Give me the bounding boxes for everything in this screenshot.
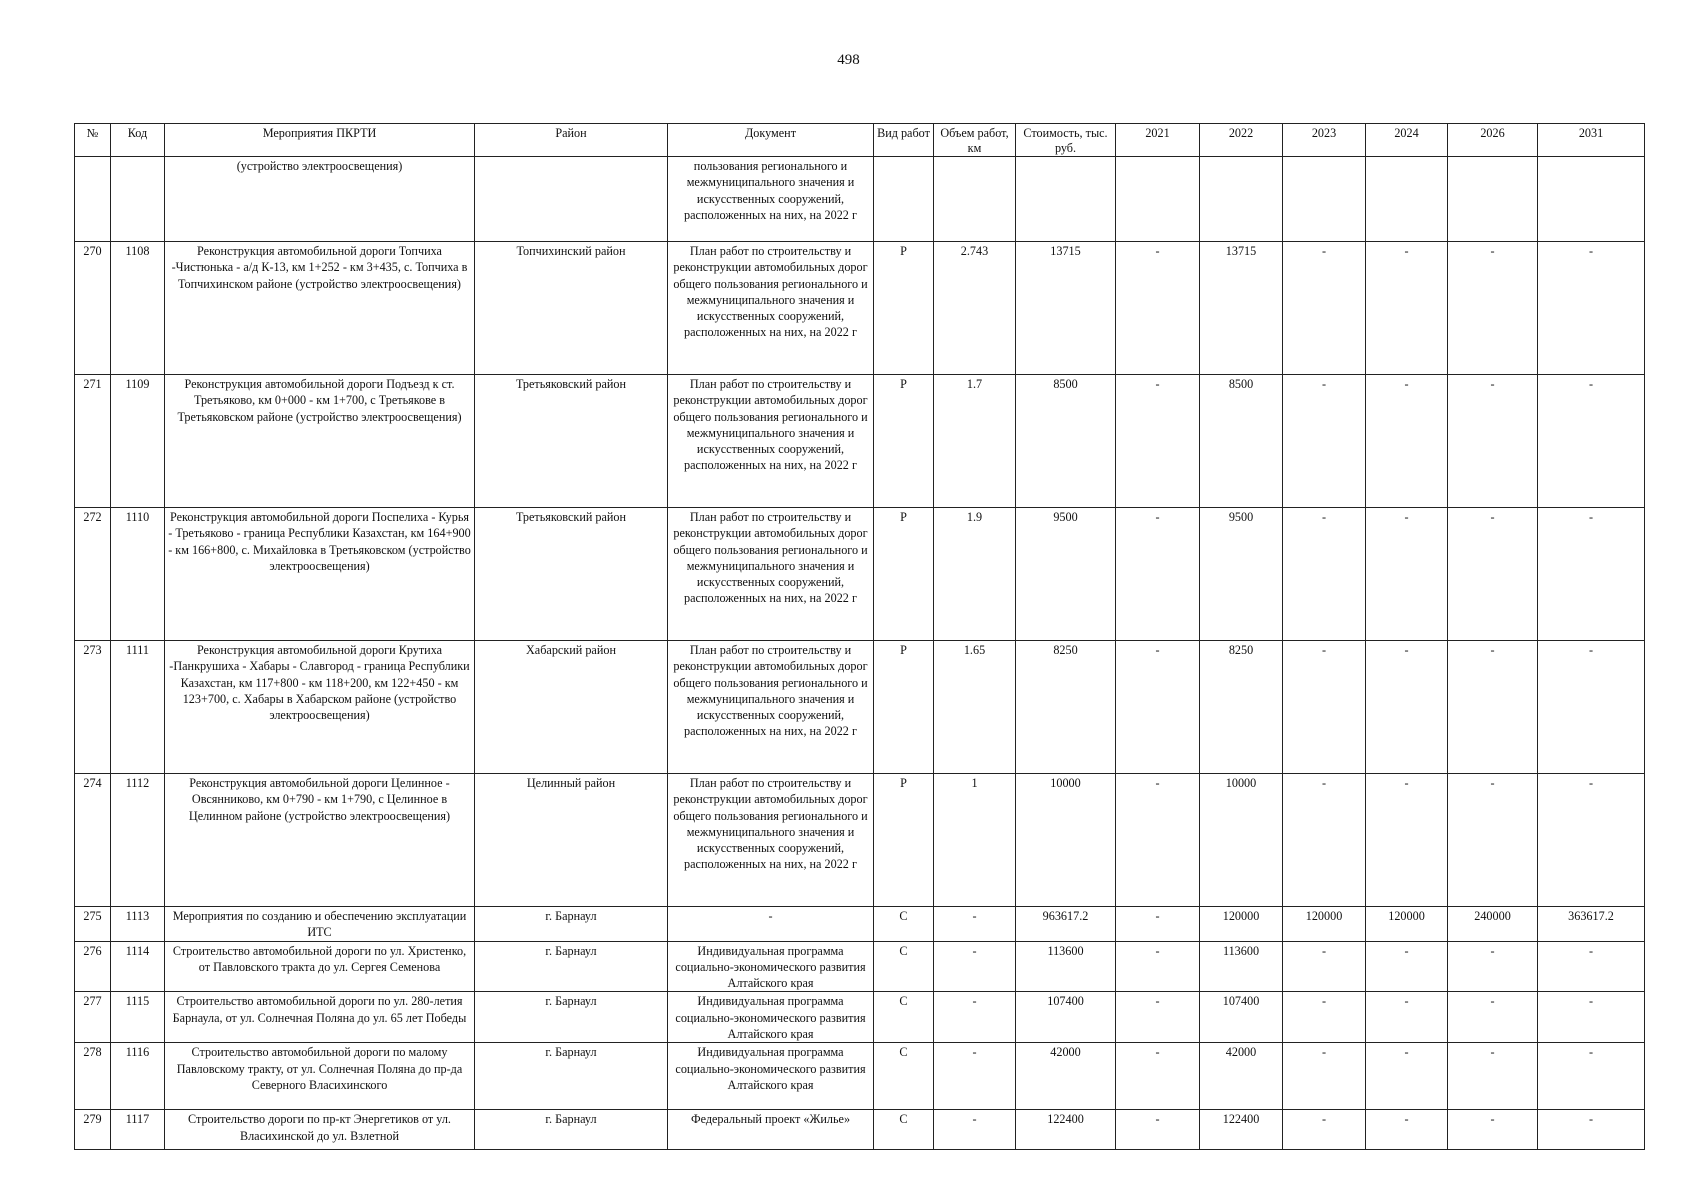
cell-2022: 9500 [1200, 508, 1283, 641]
cell-work-type: Р [874, 774, 934, 907]
cell-2021: - [1116, 992, 1200, 1043]
cell-code: 1117 [111, 1110, 165, 1150]
cell-2024: - [1366, 774, 1448, 907]
cell-2026: - [1448, 242, 1538, 375]
header-code: Код [111, 124, 165, 157]
cell-measure: Строительство автомобильной дороги по малому Павловскому тракту, от ул. Солнечная Поляна до пр-да Северного Власихинского [165, 1043, 475, 1110]
cell-2026: - [1448, 1110, 1538, 1150]
cell-2024: - [1366, 1110, 1448, 1150]
cell-measure: (устройство электроосвещения) [165, 157, 475, 242]
cell-cost: 8500 [1016, 375, 1116, 508]
cell-2023: - [1283, 641, 1366, 774]
table-header-row [75, 124, 1645, 157]
header-volume: Объем работ, км [934, 124, 1016, 157]
cell-cost: 107400 [1016, 992, 1116, 1043]
table-row [75, 641, 1645, 774]
cell-2022: 113600 [1200, 941, 1283, 992]
cell-number: 270 [75, 242, 111, 375]
cell-code: 1114 [111, 941, 165, 992]
cell-document: План работ по строительству и реконструкции автомобильных дорог общего пользования регионального и межмуниципального значения и искусственных сооружений, расположенных на них, на 2022 г [668, 242, 874, 375]
header-year-2024: 2024 [1366, 124, 1448, 157]
cell-cost: 9500 [1016, 508, 1116, 641]
cell-measure: Строительство автомобильной дороги по ул. 280-летия Барнаула, от ул. Солнечная Поляна до ул. 65 лет Победы [165, 992, 475, 1043]
cell-cost: 13715 [1016, 242, 1116, 375]
header-year-2023: 2023 [1283, 124, 1366, 157]
cell-2026 [1448, 157, 1538, 242]
cell-work-type: С [874, 1110, 934, 1150]
cell-document: План работ по строительству и реконструкции автомобильных дорог общего пользования регионального и межмуниципального значения и искусственных сооружений, расположенных на них, на 2022 г [668, 508, 874, 641]
cell-document: - [668, 907, 874, 942]
cell-work-type: С [874, 992, 934, 1043]
header-year-2031: 2031 [1538, 124, 1645, 157]
cell-2023: - [1283, 1043, 1366, 1110]
cell-cost: 963617.2 [1016, 907, 1116, 942]
table-row [75, 992, 1645, 1043]
cell-2023: - [1283, 992, 1366, 1043]
cell-number: 273 [75, 641, 111, 774]
cell-2021: - [1116, 375, 1200, 508]
cell-cost: 42000 [1016, 1043, 1116, 1110]
cell-number: 272 [75, 508, 111, 641]
cell-document: Индивидуальная программа социально-экономического развития Алтайского края [668, 1043, 874, 1110]
cell-2021: - [1116, 941, 1200, 992]
cell-code: 1110 [111, 508, 165, 641]
cell-work-type: С [874, 907, 934, 942]
cell-volume: 1.9 [934, 508, 1016, 641]
cell-2026: 240000 [1448, 907, 1538, 942]
cell-2023: - [1283, 1110, 1366, 1150]
cell-document: План работ по строительству и реконструкции автомобильных дорог общего пользования регионального и межмуниципального значения и искусственных сооружений, расположенных на них, на 2022 г [668, 774, 874, 907]
table-row [75, 242, 1645, 375]
cell-2024 [1366, 157, 1448, 242]
cell-2021: - [1116, 1110, 1200, 1150]
cell-document: Федеральный проект «Жилье» [668, 1110, 874, 1150]
cell-number: 277 [75, 992, 111, 1043]
cell-cost: 8250 [1016, 641, 1116, 774]
cell-2021: - [1116, 242, 1200, 375]
cell-cost: 10000 [1016, 774, 1116, 907]
page-number: 498 [837, 52, 860, 68]
projects-table [74, 123, 1645, 1150]
cell-measure: Строительство автомобильной дороги по ул. Христенко, от Павловского тракта до ул. Сергея Семенова [165, 941, 475, 992]
cell-2022: 122400 [1200, 1110, 1283, 1150]
cell-2031: - [1538, 641, 1645, 774]
header-measures: Мероприятия ПКРТИ [165, 124, 475, 157]
cell-measure: Реконструкция автомобильной дороги Целинное - Овсянниково, км 0+790 - км 1+790, с Целинное в Целинном районе (устройство электроосвещения) [165, 774, 475, 907]
cell-document: План работ по строительству и реконструкции автомобильных дорог общего пользования регионального и межмуниципального значения и искусственных сооружений, расположенных на них, на 2022 г [668, 375, 874, 508]
cell-2031: - [1538, 1110, 1645, 1150]
cell-district: Топчихинский район [475, 242, 668, 375]
header-year-2026: 2026 [1448, 124, 1538, 157]
cell-2024: - [1366, 375, 1448, 508]
cell-2024: - [1366, 242, 1448, 375]
cell-2026: - [1448, 375, 1538, 508]
cell-measure: Мероприятия по созданию и обеспечению эксплуатации ИТС [165, 907, 475, 942]
cell-cost: 113600 [1016, 941, 1116, 992]
cell-2024: - [1366, 641, 1448, 774]
header-work-type: Вид работ [874, 124, 934, 157]
cell-2026: - [1448, 774, 1538, 907]
cell-volume: 2.743 [934, 242, 1016, 375]
cell-2021: - [1116, 1043, 1200, 1110]
cell-cost: 122400 [1016, 1110, 1116, 1150]
cell-work-type [874, 157, 934, 242]
cell-document: пользования регионального и межмуниципального значения и искусственных сооружений, расположенных на них, на 2022 г [668, 157, 874, 242]
cell-code: 1108 [111, 242, 165, 375]
cell-code: 1113 [111, 907, 165, 942]
table-row [75, 157, 1645, 242]
cell-district: Хабарский район [475, 641, 668, 774]
cell-2022: 120000 [1200, 907, 1283, 942]
cell-volume: - [934, 1043, 1016, 1110]
cell-2026: - [1448, 508, 1538, 641]
cell-cost [1016, 157, 1116, 242]
cell-2023: - [1283, 774, 1366, 907]
cell-district: г. Барнаул [475, 992, 668, 1043]
cell-number: 271 [75, 375, 111, 508]
cell-volume: - [934, 907, 1016, 942]
cell-2031: - [1538, 941, 1645, 992]
table-row [75, 375, 1645, 508]
cell-2022: 107400 [1200, 992, 1283, 1043]
header-number: № [75, 124, 111, 157]
cell-number: 274 [75, 774, 111, 907]
cell-number [75, 157, 111, 242]
cell-district: Третьяковский район [475, 375, 668, 508]
cell-2023: - [1283, 375, 1366, 508]
cell-2026: - [1448, 641, 1538, 774]
header-year-2021: 2021 [1116, 124, 1200, 157]
cell-2022: 13715 [1200, 242, 1283, 375]
cell-2026: - [1448, 1043, 1538, 1110]
table-body [75, 157, 1645, 1150]
cell-measure: Реконструкция автомобильной дороги Подъезд к ст. Третьяково, км 0+000 - км 1+700, с Третьякове в Третьяковском районе (устройство электроосвещения) [165, 375, 475, 508]
cell-district [475, 157, 668, 242]
table-row [75, 1110, 1645, 1150]
cell-measure: Реконструкция автомобильной дороги Топчиха -Чистюнька - а/д К-13, км 1+252 - км 3+435, с. Топчиха в Топчихинском районе (устройство электроосвещения) [165, 242, 475, 375]
cell-number: 278 [75, 1043, 111, 1110]
cell-code: 1109 [111, 375, 165, 508]
cell-2024: - [1366, 941, 1448, 992]
cell-work-type: Р [874, 242, 934, 375]
cell-volume [934, 157, 1016, 242]
cell-2031: - [1538, 508, 1645, 641]
cell-measure: Реконструкция автомобильной дороги Крутиха -Панкрушиха - Хабары - Славгород - граница Республики Казахстан, км 117+800 - км 118+200, км 122+450 - км 123+700, с. Хабары в Хабарском районе (устройство электроосвещения) [165, 641, 475, 774]
header-year-2022: 2022 [1200, 124, 1283, 157]
cell-volume: - [934, 992, 1016, 1043]
cell-2031: 363617.2 [1538, 907, 1645, 942]
cell-district: Целинный район [475, 774, 668, 907]
cell-2021 [1116, 157, 1200, 242]
cell-work-type: Р [874, 641, 934, 774]
cell-2031: - [1538, 774, 1645, 907]
table-row [75, 774, 1645, 907]
cell-work-type: Р [874, 375, 934, 508]
table-row [75, 941, 1645, 992]
table-row [75, 508, 1645, 641]
cell-district: г. Барнаул [475, 941, 668, 992]
cell-district: г. Барнаул [475, 907, 668, 942]
cell-code: 1115 [111, 992, 165, 1043]
cell-2021: - [1116, 907, 1200, 942]
cell-2031: - [1538, 375, 1645, 508]
cell-work-type: С [874, 941, 934, 992]
cell-code: 1116 [111, 1043, 165, 1110]
header-cost: Стоимость, тыс. руб. [1016, 124, 1116, 157]
cell-2022 [1200, 157, 1283, 242]
cell-number: 276 [75, 941, 111, 992]
cell-number: 279 [75, 1110, 111, 1150]
cell-document: Индивидуальная программа социально-экономического развития Алтайского края [668, 941, 874, 992]
table-row [75, 1043, 1645, 1110]
cell-work-type: Р [874, 508, 934, 641]
cell-2023: - [1283, 941, 1366, 992]
cell-2031: - [1538, 242, 1645, 375]
header-district: Район [475, 124, 668, 157]
cell-2022: 8250 [1200, 641, 1283, 774]
cell-number: 275 [75, 907, 111, 942]
cell-2021: - [1116, 774, 1200, 907]
cell-2031: - [1538, 992, 1645, 1043]
cell-measure: Строительство дороги по пр-кт Энергетиков от ул. Власихинской до ул. Взлетной [165, 1110, 475, 1150]
cell-work-type: С [874, 1043, 934, 1110]
cell-code [111, 157, 165, 242]
cell-2021: - [1116, 641, 1200, 774]
cell-2023: - [1283, 508, 1366, 641]
table-row [75, 907, 1645, 942]
cell-code: 1112 [111, 774, 165, 907]
cell-2024: - [1366, 508, 1448, 641]
cell-2023: - [1283, 242, 1366, 375]
cell-2022: 8500 [1200, 375, 1283, 508]
cell-volume: - [934, 1110, 1016, 1150]
cell-document: План работ по строительству и реконструкции автомобильных дорог общего пользования регионального и межмуниципального значения и искусственных сооружений, расположенных на них, на 2022 г [668, 641, 874, 774]
header-document: Документ [668, 124, 874, 157]
cell-2022: 10000 [1200, 774, 1283, 907]
cell-district: Третьяковский район [475, 508, 668, 641]
cell-2031 [1538, 157, 1645, 242]
cell-2026: - [1448, 992, 1538, 1043]
cell-2024: - [1366, 992, 1448, 1043]
cell-2031: - [1538, 1043, 1645, 1110]
cell-2023: 120000 [1283, 907, 1366, 942]
cell-volume: 1 [934, 774, 1016, 907]
cell-2024: - [1366, 1043, 1448, 1110]
cell-code: 1111 [111, 641, 165, 774]
cell-volume: 1.7 [934, 375, 1016, 508]
cell-document: Индивидуальная программа социально-экономического развития Алтайского края [668, 992, 874, 1043]
cell-volume: 1.65 [934, 641, 1016, 774]
cell-district: г. Барнаул [475, 1043, 668, 1110]
cell-measure: Реконструкция автомобильной дороги Поспелиха - Курья - Третьяково - граница Республики Казахстан, км 164+900 - км 166+800, с. Михайловка в Третьяковском (устройство электроосвещения) [165, 508, 475, 641]
cell-district: г. Барнаул [475, 1110, 668, 1150]
cell-2026: - [1448, 941, 1538, 992]
cell-2022: 42000 [1200, 1043, 1283, 1110]
cell-2023 [1283, 157, 1366, 242]
cell-2021: - [1116, 508, 1200, 641]
cell-2024: 120000 [1366, 907, 1448, 942]
cell-volume: - [934, 941, 1016, 992]
